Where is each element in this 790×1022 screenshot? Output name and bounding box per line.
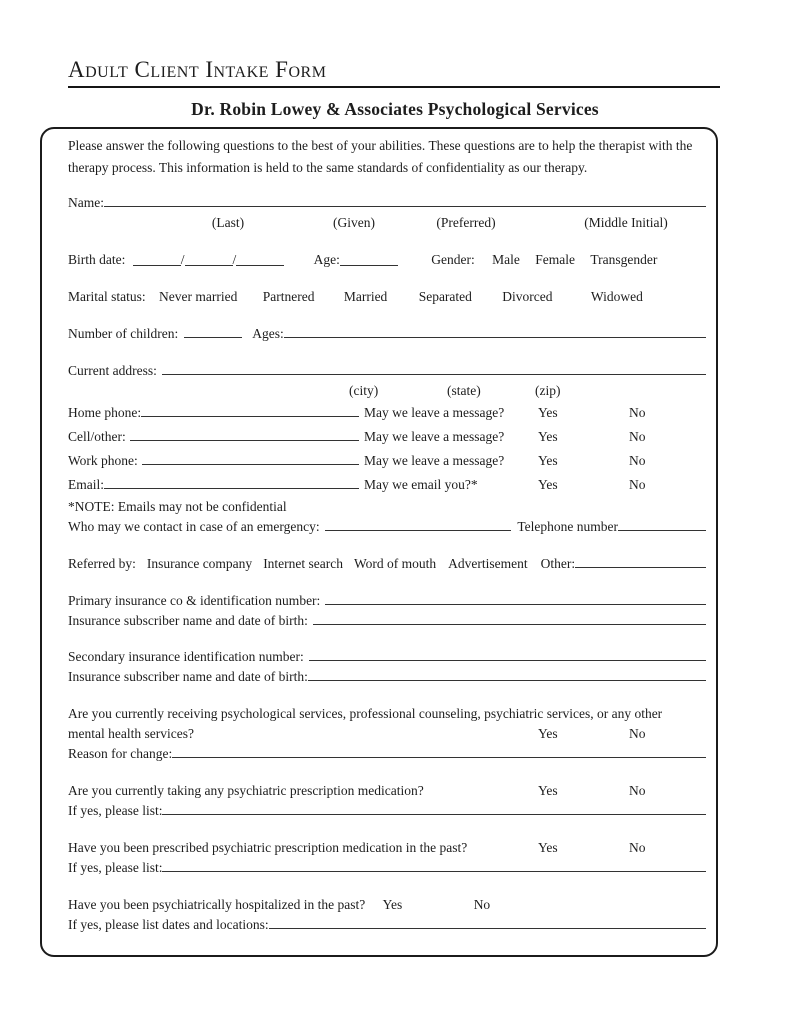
marital-option-divorced[interactable]: Divorced [502,289,553,304]
current-medication-yes-option[interactable]: Yes [538,783,558,798]
address-sublabels-row [68,381,706,401]
children-ages-field[interactable] [284,325,706,338]
current-services-question-line1: Are you currently receiving psychological services, professional counseling, psychiatric services, or any other [68,706,663,721]
current-services-question-line2-row [68,724,706,744]
age-label: Age: [313,252,340,267]
secondary-subscriber-row [68,667,706,687]
cell-phone-row [68,425,706,449]
date-separator: / [232,252,237,267]
cell-phone-no-option[interactable]: No [629,429,646,444]
email-no-option[interactable]: No [629,477,646,492]
primary-insurance-label: Primary insurance co & identification number: [68,593,321,608]
reason-for-change-label: Reason for change: [68,746,173,761]
form-header-title: Adult Client Intake Form [68,57,720,88]
name-row [68,193,706,213]
children-ages-label: Ages: [252,326,284,341]
name-middle-initial-sublabel: (Middle Initial) [584,215,668,230]
name-preferred-sublabel: (Preferred) [436,215,496,230]
work-phone-no-option[interactable]: No [629,453,646,468]
birth-day-field[interactable] [185,253,233,266]
past-medication-yes-option[interactable]: Yes [538,840,558,855]
intro-text: Please answer the following questions to the best of your abilities. These questions are to help the therapist with the therapy process. This information is held to the same standards of confidentiality as our therapy. [68,138,693,175]
birth-year-field[interactable] [236,253,284,266]
current-medication-question: Are you currently taking any psychiatric prescription medication? [68,783,424,798]
cell-phone-field[interactable] [130,428,359,441]
current-medication-list-label: If yes, please list: [68,803,163,818]
email-note: *NOTE: Emails may not be confidential [68,499,287,514]
hospitalized-list-row [68,915,706,935]
past-medication-list-field[interactable] [162,859,706,872]
gender-option-male[interactable]: Male [492,252,520,267]
past-medication-list-label: If yes, please list: [68,860,163,875]
birth-month-field[interactable] [133,253,181,266]
primary-insurance-field[interactable] [325,592,706,605]
referral-option-insurance-company[interactable]: Insurance company [146,556,253,571]
marital-option-married[interactable]: Married [343,289,388,304]
marital-option-never-married[interactable]: Never married [159,289,238,304]
marital-option-partnered[interactable]: Partnered [262,289,315,304]
address-label: Current address: [68,363,157,378]
current-medication-list-row [68,801,706,821]
primary-subscriber-field[interactable] [313,612,706,625]
email-permission-question: May we email you?* [364,477,478,492]
marital-status-row [68,287,706,307]
referral-option-internet-search[interactable]: Internet search [263,556,344,571]
intake-form-box [40,127,718,957]
gender-option-transgender[interactable]: Transgender [590,252,658,267]
referral-row [68,554,706,574]
gender-option-female[interactable]: Female [535,252,576,267]
birthdate-row [68,250,706,270]
work-phone-label: Work phone: [68,453,138,468]
secondary-insurance-field[interactable] [309,648,706,661]
children-count-label: Number of children: [68,326,179,341]
city-sublabel: (city) [349,383,379,398]
gender-label: Gender: [431,252,475,267]
practice-title: Dr. Robin Lowey & Associates Psychological Services [191,99,599,119]
home-phone-row [68,401,706,425]
birthdate-label: Birth date: [68,252,126,267]
name-sublabels-row [68,213,706,233]
emergency-telephone-field[interactable] [618,518,706,531]
email-row [68,473,706,497]
date-separator: / [180,252,185,267]
referral-label: Referred by: [68,556,136,571]
current-medication-row [68,781,706,801]
emergency-contact-field[interactable] [325,518,512,531]
home-phone-field[interactable] [141,404,359,417]
email-yes-option[interactable]: Yes [538,477,558,492]
email-field[interactable] [104,476,359,489]
referral-option-word-of-mouth[interactable]: Word of mouth [354,556,437,571]
name-last-sublabel: (Last) [211,215,245,230]
marital-option-widowed[interactable]: Widowed [590,289,643,304]
primary-insurance-row [68,591,706,611]
work-phone-field[interactable] [142,452,359,465]
zip-sublabel: (zip) [535,383,561,398]
address-row [68,361,706,381]
cell-phone-label: Cell/other: [68,429,126,444]
hospitalized-question: Have you been psychiatrically hospitalized in the past? [68,897,366,912]
current-services-no-option[interactable]: No [629,726,646,741]
hospitalized-row [68,895,706,915]
primary-subscriber-label: Insurance subscriber name and date of birth: [68,613,308,628]
work-phone-yes-option[interactable]: Yes [538,453,558,468]
children-row [68,324,706,344]
referral-option-advertisement[interactable]: Advertisement [448,556,528,571]
referral-other-label: Other: [540,556,576,571]
past-medication-question: Have you been prescribed psychiatric prescription medication in the past? [68,840,468,855]
past-medication-list-row [68,858,706,878]
current-services-yes-option[interactable]: Yes [538,726,558,741]
email-label: Email: [68,477,104,492]
name-field[interactable] [104,194,706,207]
secondary-insurance-label: Secondary insurance identification number: [68,649,304,664]
state-sublabel: (state) [447,383,481,398]
hospitalized-list-field[interactable] [269,916,706,929]
home-phone-message-question: May we leave a message? [364,405,505,420]
current-services-question-line2: mental health services? [68,726,194,741]
marital-option-separated[interactable]: Separated [418,289,472,304]
address-field[interactable] [162,362,706,375]
cell-phone-yes-option[interactable]: Yes [538,429,558,444]
work-phone-message-question: May we leave a message? [364,453,505,468]
current-medication-list-field[interactable] [162,802,706,815]
reason-for-change-field[interactable] [172,745,706,758]
referral-other-field[interactable] [575,555,706,568]
marital-status-label: Marital status: [68,289,146,304]
hospitalized-no-option[interactable]: No [473,897,491,912]
primary-subscriber-row [68,611,706,631]
secondary-insurance-row [68,647,706,667]
emergency-contact-label: Who may we contact in case of an emergency: [68,519,320,534]
cell-phone-message-question: May we leave a message? [364,429,505,444]
home-phone-label: Home phone: [68,405,142,420]
past-medication-no-option[interactable]: No [629,840,646,855]
name-label: Name: [68,195,104,210]
past-medication-row [68,838,706,858]
hospitalized-list-label: If yes, please list dates and locations: [68,917,269,932]
reason-for-change-row [68,744,706,764]
age-field[interactable] [340,253,398,266]
home-phone-no-option[interactable]: No [629,405,646,420]
current-medication-no-option[interactable]: No [629,783,646,798]
work-phone-row [68,449,706,473]
secondary-subscriber-label: Insurance subscriber name and date of birth: [68,669,308,684]
secondary-subscriber-field[interactable] [308,668,706,681]
emergency-telephone-label: Telephone number [517,519,618,534]
name-given-sublabel: (Given) [333,215,375,230]
home-phone-yes-option[interactable]: Yes [538,405,558,420]
hospitalized-yes-option[interactable]: Yes [382,897,403,912]
children-count-field[interactable] [184,325,242,338]
emergency-contact-row [68,517,706,537]
